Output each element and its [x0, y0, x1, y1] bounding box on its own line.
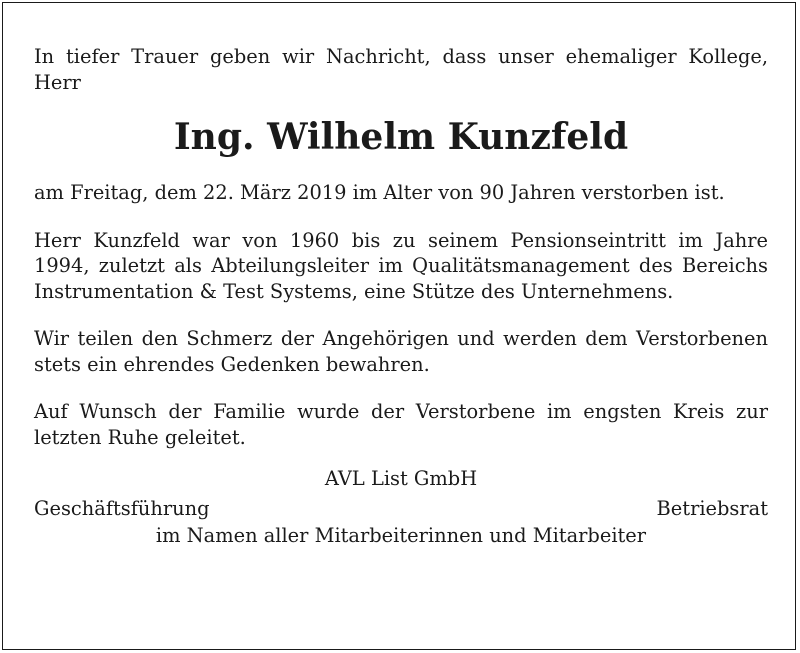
funeral-line-2: letzten Ruhe geleitet.	[34, 425, 246, 449]
signature-management: Geschäftsführung	[34, 496, 210, 520]
career-line-1: Herr Kunzfeld war von 1960 bis zu seinem Pensionseintritt im Jahre	[34, 228, 768, 252]
signature-works-council: Betriebsrat	[656, 496, 768, 520]
obituary-notice	[34, 44, 768, 549]
career-line-3: Instrumentation & Test Systems, eine Stütze des Unternehmens.	[34, 279, 674, 303]
condolence-line-2: stets ein ehrendes Gedenken bewahren.	[34, 352, 430, 376]
funeral-paragraph	[34, 399, 768, 450]
signature-row	[34, 496, 768, 522]
career-paragraph	[34, 228, 768, 305]
career-line-2: 1994, zuletzt als Abteilungsleiter im Qualitätsmanagement des Bereichs	[34, 254, 768, 277]
signature-subline: im Namen aller Mitarbeiterinnen und Mitarbeiter	[155, 524, 647, 547]
funeral-line-1: Auf Wunsch der Familie wurde der Verstorbene im engsten Kreis zur	[34, 400, 768, 423]
intro-line-2: Herr	[34, 70, 81, 94]
deceased-name: Ing. Wilhelm Kunzfeld	[173, 116, 629, 158]
condolence-line-1: Wir teilen den Schmerz der Angehörigen und werden dem Verstorbenen	[34, 327, 768, 350]
condolence-paragraph	[34, 326, 768, 377]
date-of-death-line: am Freitag, dem 22. März 2019 im Alter von 90 Jahren verstorben ist.	[34, 181, 725, 204]
intro-line-1: In tiefer Trauer geben wir Nachricht, dass unser ehemaliger Kollege,	[34, 45, 768, 68]
company-name: AVL List GmbH	[324, 467, 478, 490]
